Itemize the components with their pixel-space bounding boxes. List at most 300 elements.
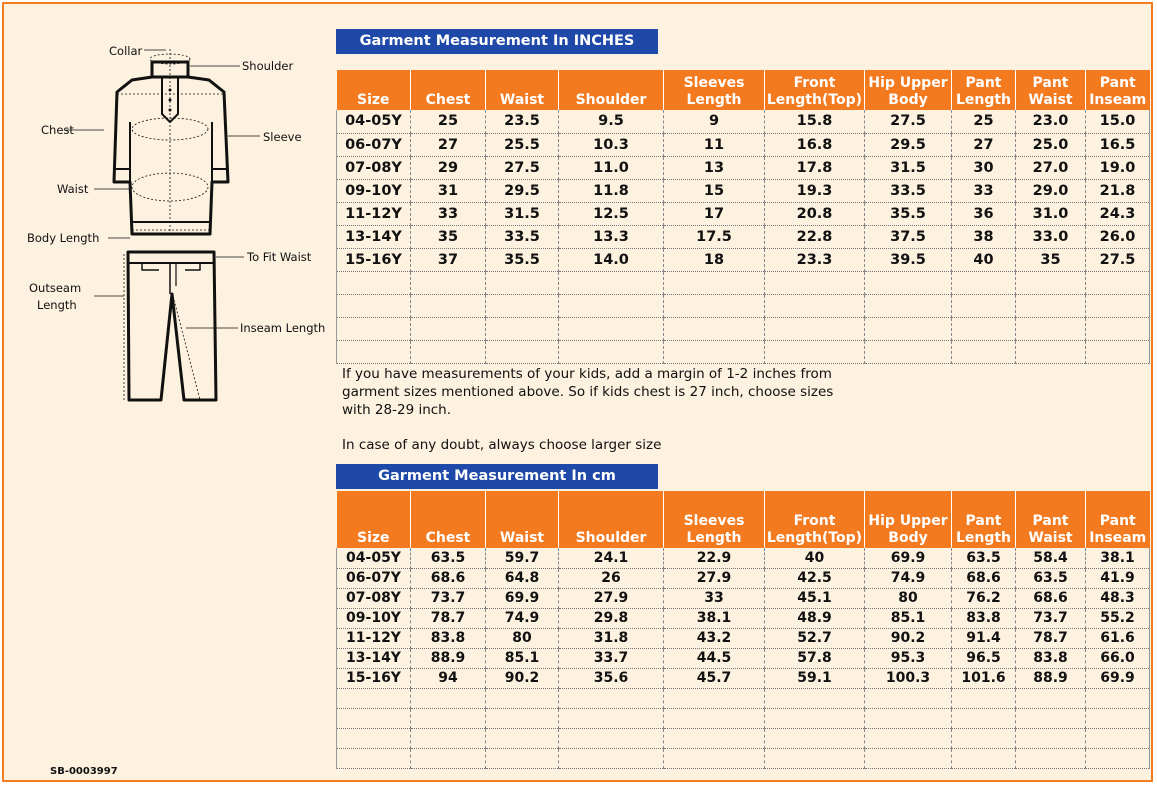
measurement-cell: 36 bbox=[952, 202, 1016, 225]
product-code: SB-0003997 bbox=[50, 766, 118, 777]
measurement-cell bbox=[664, 317, 765, 340]
measurement-cell: 88.9 bbox=[1016, 668, 1086, 688]
measurement-cell: 35.5 bbox=[865, 202, 952, 225]
measurement-cell: 83.8 bbox=[411, 628, 486, 648]
waist-label: Waist bbox=[57, 182, 89, 196]
measurement-cell: 38 bbox=[952, 225, 1016, 248]
inches-header-line bbox=[487, 75, 557, 92]
measurement-cell bbox=[411, 317, 486, 340]
measurement-cell: 22.9 bbox=[664, 548, 765, 568]
measurement-cell bbox=[865, 317, 952, 340]
measurement-cell: 27.5 bbox=[865, 110, 952, 133]
sleeve-label: Sleeve bbox=[263, 130, 302, 144]
cm-header-line bbox=[412, 513, 484, 530]
table-row bbox=[337, 688, 1150, 708]
measurement-cell: 31.5 bbox=[486, 202, 559, 225]
measurement-cell: 76.2 bbox=[952, 588, 1016, 608]
size-cell: 06-07Y bbox=[337, 568, 411, 588]
garment-diagram bbox=[4, 4, 334, 424]
inches-header-cell bbox=[486, 70, 559, 110]
cm-header-cell bbox=[337, 491, 411, 548]
measurement-cell: 25.5 bbox=[486, 133, 559, 156]
inches-header-line: Pant bbox=[1099, 75, 1136, 91]
inches-header-cell bbox=[664, 70, 765, 110]
measurement-cell: 19.0 bbox=[1086, 156, 1150, 179]
measurement-cell: 14.0 bbox=[559, 248, 664, 271]
measurement-cell: 19.3 bbox=[765, 179, 865, 202]
inches-header-line: Length bbox=[955, 92, 1012, 108]
measurement-cell: 88.9 bbox=[411, 648, 486, 668]
table-row bbox=[337, 648, 1150, 668]
doubt-note: In case of any doubt, always choose larger size bbox=[342, 437, 662, 453]
measurement-cell: 45.1 bbox=[765, 588, 865, 608]
measurement-cell: 37 bbox=[411, 248, 486, 271]
measurement-cell bbox=[411, 728, 486, 748]
table-row bbox=[337, 202, 1150, 225]
inches-header-line: Front bbox=[793, 75, 836, 91]
margin-note-line2: garment sizes mentioned above. So if kids chest is 27 inch, choose sizes bbox=[342, 384, 834, 400]
inches-header-row bbox=[337, 70, 1150, 110]
measurement-cell: 29 bbox=[411, 156, 486, 179]
measurement-cell bbox=[1086, 294, 1150, 317]
measurement-cell: 90.2 bbox=[486, 668, 559, 688]
measurement-cell bbox=[486, 294, 559, 317]
measurement-cell bbox=[952, 728, 1016, 748]
inches-header-cell bbox=[865, 70, 952, 110]
measurement-cell: 17.8 bbox=[765, 156, 865, 179]
measurement-cell: 31.5 bbox=[865, 156, 952, 179]
inches-header-cell bbox=[765, 70, 865, 110]
measurement-cell: 22.8 bbox=[765, 225, 865, 248]
measurement-cell: 101.6 bbox=[952, 668, 1016, 688]
chest-label: Chest bbox=[41, 123, 74, 137]
measurement-cell: 29.0 bbox=[1016, 179, 1086, 202]
cm-header-line: Length bbox=[955, 530, 1012, 546]
measurement-cell: 35.6 bbox=[559, 668, 664, 688]
size-cell: 13-14Y bbox=[337, 648, 411, 668]
measurement-cell: 24.1 bbox=[559, 548, 664, 568]
measurement-cell bbox=[664, 271, 765, 294]
inches-table-body bbox=[337, 110, 1150, 363]
cm-header-line: Hip Upper bbox=[868, 513, 948, 529]
measurement-cell: 55.2 bbox=[1086, 608, 1150, 628]
measurement-cell bbox=[411, 708, 486, 728]
measurement-cell: 96.5 bbox=[952, 648, 1016, 668]
size-cell: 15-16Y bbox=[337, 668, 411, 688]
measurement-cell bbox=[411, 748, 486, 768]
table-row bbox=[337, 110, 1150, 133]
measurement-cell: 15.0 bbox=[1086, 110, 1150, 133]
size-cell: 04-05Y bbox=[337, 110, 411, 133]
cm-header-line: Front bbox=[793, 513, 836, 529]
measurement-cell bbox=[765, 708, 865, 728]
measurement-cell: 68.6 bbox=[1016, 588, 1086, 608]
measurement-cell: 94 bbox=[411, 668, 486, 688]
measurement-cell: 29.8 bbox=[559, 608, 664, 628]
measurement-cell: 15.8 bbox=[765, 110, 865, 133]
measurement-cell bbox=[952, 294, 1016, 317]
measurement-cell bbox=[1016, 294, 1086, 317]
measurement-cell: 11.0 bbox=[559, 156, 664, 179]
measurement-cell: 40 bbox=[765, 548, 865, 568]
measurement-cell: 23.0 bbox=[1016, 110, 1086, 133]
measurement-cell bbox=[1016, 271, 1086, 294]
measurement-cell: 64.8 bbox=[486, 568, 559, 588]
table-row bbox=[337, 271, 1150, 294]
measurement-cell: 45.7 bbox=[664, 668, 765, 688]
measurement-cell bbox=[765, 294, 865, 317]
size-cell bbox=[337, 708, 411, 728]
measurement-cell bbox=[486, 271, 559, 294]
inches-header-cell bbox=[411, 70, 486, 110]
inches-header-line: Shoulder bbox=[575, 92, 647, 108]
size-cell bbox=[337, 748, 411, 768]
measurement-cell bbox=[486, 728, 559, 748]
cm-header-line: Waist bbox=[1028, 530, 1073, 546]
measurement-cell bbox=[1016, 748, 1086, 768]
measurement-cell: 90.2 bbox=[865, 628, 952, 648]
outseam-label-line1: Outseam bbox=[29, 281, 82, 295]
measurement-cell bbox=[1086, 708, 1150, 728]
measurement-cell bbox=[559, 728, 664, 748]
cm-header-cell bbox=[952, 491, 1016, 548]
measurement-cell: 43.2 bbox=[664, 628, 765, 648]
size-cell: 11-12Y bbox=[337, 202, 411, 225]
table-row bbox=[337, 156, 1150, 179]
measurement-cell: 29.5 bbox=[865, 133, 952, 156]
table-row bbox=[337, 294, 1150, 317]
measurement-cell: 27.5 bbox=[486, 156, 559, 179]
inches-header-line: Waist bbox=[1028, 92, 1073, 108]
table-row bbox=[337, 748, 1150, 768]
table-row bbox=[337, 548, 1150, 568]
measurement-cell: 63.5 bbox=[411, 548, 486, 568]
measurement-cell: 13.3 bbox=[559, 225, 664, 248]
measurement-cell: 68.6 bbox=[411, 568, 486, 588]
cm-header-line: Chest bbox=[425, 530, 471, 546]
measurement-cell bbox=[1016, 728, 1086, 748]
measurement-cell: 48.3 bbox=[1086, 588, 1150, 608]
cm-header-line: Body bbox=[888, 530, 928, 546]
cm-header-cell bbox=[1016, 491, 1086, 548]
measurement-cell bbox=[559, 688, 664, 708]
measurement-cell bbox=[1016, 317, 1086, 340]
measurement-cell: 18 bbox=[664, 248, 765, 271]
measurement-cell bbox=[1086, 271, 1150, 294]
table-row bbox=[337, 588, 1150, 608]
size-cell: 13-14Y bbox=[337, 225, 411, 248]
measurement-cell: 59.1 bbox=[765, 668, 865, 688]
measurement-cell bbox=[1016, 708, 1086, 728]
cm-header-line: Length(Top) bbox=[766, 530, 863, 546]
measurement-cell: 63.5 bbox=[1016, 568, 1086, 588]
size-cell: 09-10Y bbox=[337, 179, 411, 202]
measurement-cell bbox=[486, 688, 559, 708]
measurement-cell: 68.6 bbox=[952, 568, 1016, 588]
measurement-cell: 69.9 bbox=[1086, 668, 1150, 688]
cm-header-cell bbox=[559, 491, 664, 548]
collar-label: Collar bbox=[109, 44, 143, 58]
measurement-cell: 39.5 bbox=[865, 248, 952, 271]
measurement-cell: 80 bbox=[486, 628, 559, 648]
inches-header-cell bbox=[337, 70, 411, 110]
measurement-cell bbox=[664, 748, 765, 768]
inches-header-line: Pant bbox=[1032, 75, 1069, 91]
measurement-cell: 16.5 bbox=[1086, 133, 1150, 156]
table-row bbox=[337, 568, 1150, 588]
size-cell bbox=[337, 271, 411, 294]
measurement-cell bbox=[664, 340, 765, 363]
measurement-cell bbox=[411, 688, 486, 708]
cm-header-cell bbox=[1086, 491, 1150, 548]
cm-header-line bbox=[338, 513, 410, 530]
inches-header-line: Inseam bbox=[1089, 92, 1147, 108]
measurement-cell: 25 bbox=[952, 110, 1016, 133]
cm-header-line bbox=[560, 513, 662, 530]
measurement-cell bbox=[1086, 340, 1150, 363]
size-cell: 07-08Y bbox=[337, 156, 411, 179]
measurement-cell: 59.7 bbox=[486, 548, 559, 568]
inseam-length-label: Inseam Length bbox=[240, 321, 326, 335]
measurement-cell bbox=[765, 728, 865, 748]
measurement-cell: 91.4 bbox=[952, 628, 1016, 648]
table-row bbox=[337, 340, 1150, 363]
measurement-cell bbox=[952, 708, 1016, 728]
measurement-cell: 40 bbox=[952, 248, 1016, 271]
measurement-cell bbox=[765, 748, 865, 768]
measurement-cell: 83.8 bbox=[1016, 648, 1086, 668]
inches-header-cell bbox=[952, 70, 1016, 110]
measurement-cell bbox=[865, 708, 952, 728]
measurement-cell bbox=[411, 340, 486, 363]
inches-header-line: Body bbox=[888, 92, 928, 108]
measurement-cell bbox=[865, 294, 952, 317]
measurement-cell bbox=[765, 271, 865, 294]
table-row bbox=[337, 248, 1150, 271]
measurement-cell: 100.3 bbox=[865, 668, 952, 688]
cm-table-body bbox=[337, 548, 1150, 768]
size-chart-page bbox=[2, 2, 1153, 782]
body-length-label: Body Length bbox=[27, 231, 100, 245]
measurement-cell: 33.7 bbox=[559, 648, 664, 668]
measurement-cell bbox=[664, 708, 765, 728]
inches-header-cell bbox=[1086, 70, 1150, 110]
cm-header-cell bbox=[765, 491, 865, 548]
cm-header-cell bbox=[411, 491, 486, 548]
measurement-cell: 74.9 bbox=[865, 568, 952, 588]
cm-header-cell bbox=[865, 491, 952, 548]
table-row bbox=[337, 668, 1150, 688]
table-row bbox=[337, 608, 1150, 628]
inches-table-title: Garment Measurement In INCHES bbox=[336, 29, 658, 54]
inches-header-line bbox=[412, 75, 484, 92]
measurement-cell: 48.9 bbox=[765, 608, 865, 628]
cm-header-line: Pant bbox=[1032, 513, 1069, 529]
size-cell: 15-16Y bbox=[337, 248, 411, 271]
outseam-label-line2: Length bbox=[37, 298, 77, 312]
measurement-cell: 44.5 bbox=[664, 648, 765, 668]
measurement-cell: 74.9 bbox=[486, 608, 559, 628]
size-cell bbox=[337, 317, 411, 340]
to-fit-waist-label: To Fit Waist bbox=[247, 250, 312, 264]
measurement-cell: 27 bbox=[952, 133, 1016, 156]
measurement-cell: 17.5 bbox=[664, 225, 765, 248]
measurement-cell bbox=[664, 294, 765, 317]
cm-header-cell bbox=[486, 491, 559, 548]
inches-header-cell bbox=[1016, 70, 1086, 110]
table-row bbox=[337, 225, 1150, 248]
measurement-cell bbox=[486, 708, 559, 728]
cm-header-line: Sleeves bbox=[683, 513, 745, 529]
measurement-cell: 66.0 bbox=[1086, 648, 1150, 668]
inches-measurement-table bbox=[336, 70, 1150, 364]
inches-header-line bbox=[338, 75, 410, 92]
measurement-cell: 83.8 bbox=[952, 608, 1016, 628]
measurement-cell: 57.8 bbox=[765, 648, 865, 668]
table-row bbox=[337, 708, 1150, 728]
size-cell bbox=[337, 340, 411, 363]
measurement-cell bbox=[765, 340, 865, 363]
measurement-cell: 10.3 bbox=[559, 133, 664, 156]
measurement-cell: 13 bbox=[664, 156, 765, 179]
margin-note-line3: with 28-29 inch. bbox=[342, 402, 452, 418]
measurement-cell: 38.1 bbox=[664, 608, 765, 628]
measurement-cell: 33 bbox=[952, 179, 1016, 202]
measurement-cell: 12.5 bbox=[559, 202, 664, 225]
measurement-cell: 58.4 bbox=[1016, 548, 1086, 568]
measurement-cell bbox=[1086, 688, 1150, 708]
measurement-cell: 24.3 bbox=[1086, 202, 1150, 225]
measurement-cell: 69.9 bbox=[486, 588, 559, 608]
measurement-cell: 17 bbox=[664, 202, 765, 225]
cm-measurement-table bbox=[336, 491, 1150, 769]
margin-note bbox=[342, 365, 862, 419]
cm-header-line: Inseam bbox=[1089, 530, 1147, 546]
measurement-cell: 73.7 bbox=[1016, 608, 1086, 628]
measurement-cell bbox=[411, 271, 486, 294]
cm-table-title: Garment Measurement In cm bbox=[336, 464, 658, 489]
measurement-cell: 38.1 bbox=[1086, 548, 1150, 568]
measurement-cell: 27.5 bbox=[1086, 248, 1150, 271]
measurement-cell: 15 bbox=[664, 179, 765, 202]
size-cell bbox=[337, 728, 411, 748]
measurement-cell: 31.8 bbox=[559, 628, 664, 648]
inches-header-line: Waist bbox=[499, 92, 545, 108]
measurement-cell: 23.3 bbox=[765, 248, 865, 271]
measurement-cell: 25.0 bbox=[1016, 133, 1086, 156]
measurement-cell bbox=[486, 317, 559, 340]
measurement-cell: 95.3 bbox=[865, 648, 952, 668]
measurement-cell: 20.8 bbox=[765, 202, 865, 225]
inches-header-line: Chest bbox=[425, 92, 471, 108]
inches-header-line bbox=[560, 75, 662, 92]
measurement-cell: 30 bbox=[952, 156, 1016, 179]
measurement-cell bbox=[765, 317, 865, 340]
measurement-cell: 35.5 bbox=[486, 248, 559, 271]
measurement-cell: 33.0 bbox=[1016, 225, 1086, 248]
measurement-cell bbox=[952, 271, 1016, 294]
measurement-cell bbox=[952, 688, 1016, 708]
measurement-cell bbox=[865, 688, 952, 708]
measurement-cell bbox=[952, 340, 1016, 363]
size-cell bbox=[337, 688, 411, 708]
table-row bbox=[337, 179, 1150, 202]
measurement-cell bbox=[1086, 317, 1150, 340]
measurement-cell: 33 bbox=[411, 202, 486, 225]
inches-header-line: Size bbox=[356, 92, 390, 108]
size-cell: 11-12Y bbox=[337, 628, 411, 648]
measurement-cell: 21.8 bbox=[1086, 179, 1150, 202]
measurement-cell: 11.8 bbox=[559, 179, 664, 202]
measurement-cell bbox=[865, 271, 952, 294]
measurement-cell bbox=[865, 340, 952, 363]
measurement-cell: 35 bbox=[1016, 248, 1086, 271]
cm-header-line: Length bbox=[686, 530, 742, 546]
measurement-cell bbox=[1086, 728, 1150, 748]
size-cell: 09-10Y bbox=[337, 608, 411, 628]
measurement-cell bbox=[1016, 340, 1086, 363]
inches-header-cell bbox=[559, 70, 664, 110]
measurement-cell bbox=[664, 688, 765, 708]
measurement-cell bbox=[1016, 688, 1086, 708]
measurement-cell bbox=[1086, 748, 1150, 768]
measurement-cell: 37.5 bbox=[865, 225, 952, 248]
measurement-cell: 78.7 bbox=[411, 608, 486, 628]
measurement-cell bbox=[952, 748, 1016, 768]
shoulder-label: Shoulder bbox=[242, 59, 294, 73]
measurement-cell: 31.0 bbox=[1016, 202, 1086, 225]
margin-note-line1: If you have measurements of your kids, add a margin of 1-2 inches from bbox=[342, 366, 832, 382]
measurement-cell: 73.7 bbox=[411, 588, 486, 608]
cm-header-line bbox=[487, 513, 557, 530]
measurement-cell: 23.5 bbox=[486, 110, 559, 133]
measurement-cell bbox=[952, 317, 1016, 340]
measurement-cell: 80 bbox=[865, 588, 952, 608]
measurement-cell: 63.5 bbox=[952, 548, 1016, 568]
cm-header-line: Waist bbox=[499, 530, 545, 546]
cm-header-line: Size bbox=[356, 530, 390, 546]
measurement-cell bbox=[559, 271, 664, 294]
measurement-cell bbox=[559, 340, 664, 363]
measurement-cell bbox=[765, 688, 865, 708]
measurement-cell bbox=[559, 748, 664, 768]
measurement-cell: 26.0 bbox=[1086, 225, 1150, 248]
cm-header-line: Pant bbox=[965, 513, 1002, 529]
size-cell: 04-05Y bbox=[337, 548, 411, 568]
table-row bbox=[337, 728, 1150, 748]
table-row bbox=[337, 133, 1150, 156]
measurement-cell: 27.9 bbox=[664, 568, 765, 588]
size-cell bbox=[337, 294, 411, 317]
measurement-cell: 9.5 bbox=[559, 110, 664, 133]
measurement-cell bbox=[865, 728, 952, 748]
measurement-cell bbox=[664, 728, 765, 748]
inches-header-line: Pant bbox=[965, 75, 1002, 91]
measurement-cell bbox=[411, 294, 486, 317]
measurement-cell: 33 bbox=[664, 588, 765, 608]
measurement-cell: 69.9 bbox=[865, 548, 952, 568]
measurement-cell bbox=[865, 748, 952, 768]
cm-header-row bbox=[337, 491, 1150, 548]
measurement-cell bbox=[486, 340, 559, 363]
measurement-cell: 16.8 bbox=[765, 133, 865, 156]
measurement-cell: 42.5 bbox=[765, 568, 865, 588]
measurement-cell: 27.0 bbox=[1016, 156, 1086, 179]
cm-header-cell bbox=[664, 491, 765, 548]
measurement-cell bbox=[559, 294, 664, 317]
measurement-cell: 85.1 bbox=[486, 648, 559, 668]
measurement-cell: 26 bbox=[559, 568, 664, 588]
